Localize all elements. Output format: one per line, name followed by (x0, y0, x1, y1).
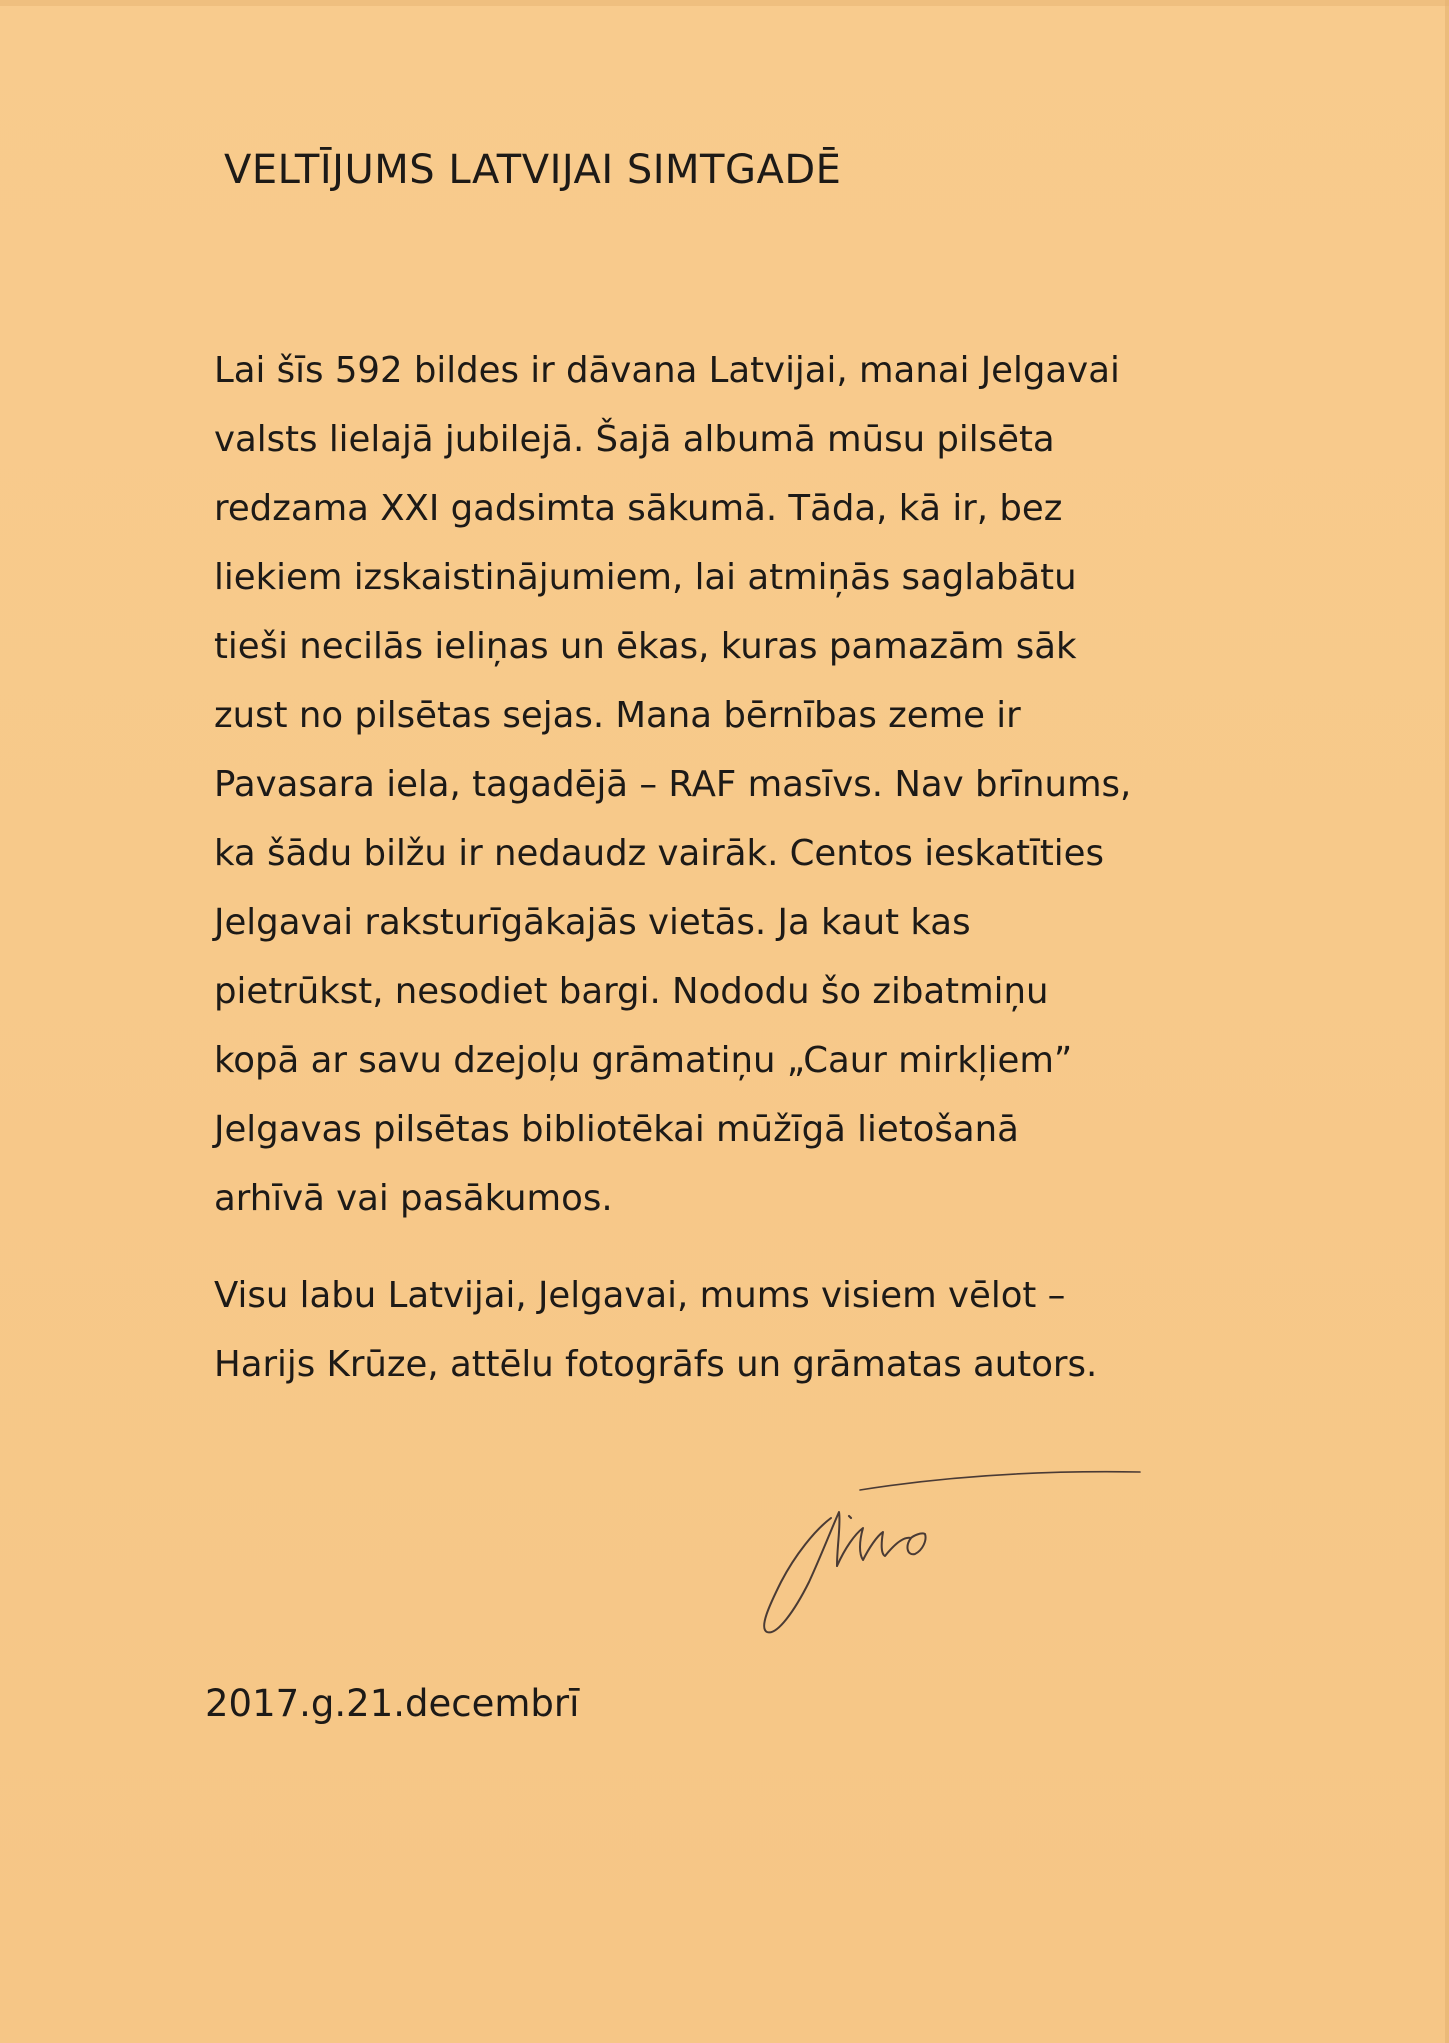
signature-stroke-dot (849, 1516, 851, 1518)
text-line: Pavasara iela, tagadējā – RAF masīvs. Nav brīnums, (214, 764, 1132, 805)
signature-stroke-top-line (860, 1472, 1140, 1490)
text-line: tieši necilās ieliņas un ēkas, kuras pamazām sāk (214, 626, 1077, 667)
scan-edge-right (1445, 0, 1449, 2043)
signature-stroke-main-loop (764, 1512, 839, 1632)
text-line: redzama XXI gadsimta sākumā. Tāda, kā ir, bez (214, 488, 1063, 529)
text-line: valsts lielajā jubilejā. Šajā albumā mūsu pilsēta (214, 419, 1055, 460)
paragraph-dedication (214, 336, 1224, 1233)
text-line: Visu labu Latvijai, Jelgavai, mums visiem vēlot – (214, 1275, 1066, 1316)
scan-edge-top (0, 0, 1449, 6)
handwritten-signature (745, 1460, 1165, 1635)
text-line: liekiem izskaistinājumiem, lai atmiņās saglabātu (214, 557, 1077, 598)
text-line: ka šādu bilžu ir nedaudz vairāk. Centos ieskatīties (214, 833, 1104, 874)
text-line: Jelgavai raksturīgākajās vietās. Ja kaut kas (214, 902, 971, 943)
text-line: Harijs Krūze, attēlu fotogrāfs un grāmatas autors. (214, 1344, 1098, 1385)
text-line: kopā ar savu dzejoļu grāmatiņu „Caur mirkļiem” (214, 1040, 1073, 1081)
text-line: Lai šīs 592 bildes ir dāvana Latvijai, manai Jelgavai (214, 350, 1120, 391)
paragraph-gap (214, 1233, 1224, 1261)
signature-stroke-letters (837, 1528, 926, 1566)
signature-strokes (764, 1472, 1140, 1633)
text-line: Jelgavas pilsētas bibliotēkai mūžīgā lietošanā (214, 1109, 1019, 1150)
document-title: VELTĪJUMS LATVIJAI SIMTGADĒ (224, 147, 842, 193)
text-line: arhīvā vai pasākumos. (214, 1178, 613, 1219)
text-line: zust no pilsētas sejas. Mana bērnības zeme ir (214, 695, 1021, 736)
document-date: 2017.g.21.decembrī (205, 1682, 580, 1725)
text-line: pietrūkst, nesodiet bargi. Nododu šo zibatmiņu (214, 971, 1049, 1012)
paragraph-closing (214, 1261, 1224, 1399)
document-body (214, 336, 1224, 1399)
